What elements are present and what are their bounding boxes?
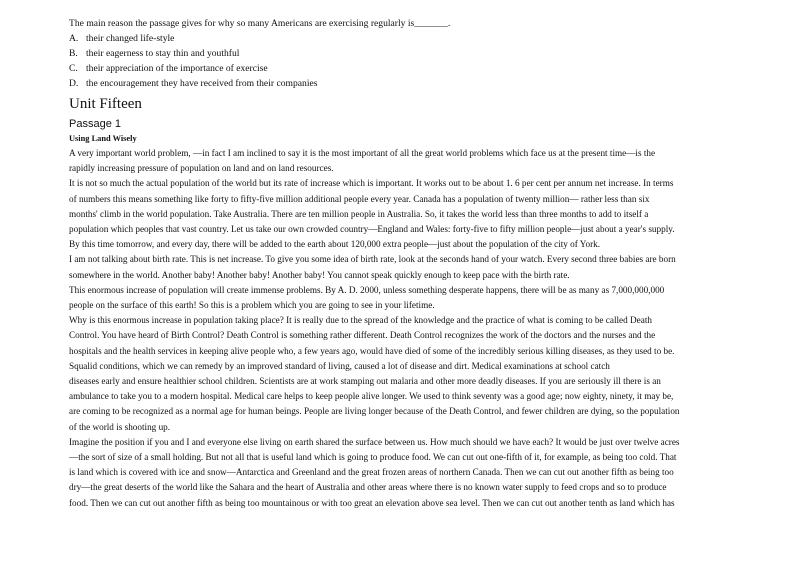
option-letter: B. [69, 48, 78, 59]
text-line: —the sort of size of a small holding. But not all that is useful land which is going to produce food. We can cut out one-fifth of it, for example, as being too cold. That [69, 452, 677, 463]
option-b [69, 46, 739, 61]
text-line: Why is this enormous increase in population taking place? It is really due to the spread of the knowledge and the practice of what is coming to be called Death [69, 315, 652, 326]
question-stem: The main reason the passage gives for why so many Americans are exercising regularly is_______. [69, 18, 451, 29]
text-line: I am not talking about birth rate. This is net increase. To give you some idea of birth rate, look at the seconds hand of your watch. Every second three babies are born [69, 254, 676, 265]
text-line: are coming to be recognized as a normal age for human beings. People are living longer because of the Death Control, and fewer children are dying, so the population [69, 406, 680, 417]
text-line: people on the surface of this earth! So this is a problem which you are going to see in your lifetime. [69, 300, 435, 311]
option-a [69, 31, 739, 46]
text-line: It is not so much the actual population of the world but its rate of increase which is important. It works out to be about 1. 6 per cent per annum net increase. In terms [69, 178, 674, 189]
paragraph [69, 252, 739, 282]
text-line: By this time tomorrow, and every day, there will be added to the earth about 120,000 extra people—just about the population of the city of York. [69, 239, 601, 250]
option-letter: D. [69, 78, 79, 89]
text-line: months' climb in the world population. Take Australia. There are ten million people in Australia. So, it takes the world less than three months to add to itself a [69, 208, 649, 219]
paragraph [69, 283, 739, 313]
passage-title: Passage 1 [69, 118, 121, 130]
paragraph [69, 146, 739, 176]
text-line: of the world is shooting up. [69, 421, 171, 432]
text-line: is land which is covered with ice and snow—Antarctica and Greenland and the great frozen areas of northern Canada. Then we can cut out another fifth as being too [69, 467, 674, 478]
option-text: the encouragement they have received from their companies [86, 78, 318, 89]
text-line: ambulance to take you to a modern hospital. Medical care helps to keep people alive longer. We used to think seventy was a good age; now eighty, ninety, it may be, [69, 391, 674, 402]
text-line: Squalid conditions, which we can remedy by an improved standard of living, caused a lot of disease and dirt. Medical examinations at school catch [69, 360, 610, 371]
answer-options [69, 31, 739, 91]
passage-body [69, 146, 739, 511]
text-line: diseases early and ensure healthier school children. Scientists are at work stamping out malaria and other more deadly diseases. If you are seriously ill there is an [69, 376, 661, 387]
text-line: population which peoples that vast country. Let us take our own crowded country—England and Wales: forty-five to fifty million people—just about a year's supply. [69, 224, 675, 235]
text-line: This enormous increase of population will create immense problems. By A. D. 2000, unless something desperate happens, there will be as many as 7,000,000,000 [69, 284, 665, 295]
text-line: A very important world problem, —in fact I am inclined to say it is the most important of all the great world problems which face us at the present time—is the [69, 148, 656, 158]
paragraph [69, 435, 739, 511]
option-c [69, 61, 739, 76]
option-d [69, 76, 739, 91]
document-page [69, 16, 739, 511]
text-line: somewhere in the world. Another baby! Another baby! Another baby! You cannot speak quickly enough to keep pace with the birth rate. [69, 269, 570, 280]
article-title: Using Land Wisely [69, 134, 137, 143]
text-line: of numbers this means something like forty to fifty-five million additional people every year. Canada has a population of twenty million— rather less than six [69, 193, 650, 204]
text-line: dry—the great deserts of the world like the Sahara and the heart of Australia and other areas where there is no known water supply to feed crops and so to produce [69, 482, 667, 493]
option-text: their appreciation of the importance of exercise [86, 63, 268, 74]
paragraph [69, 176, 739, 252]
option-text: their changed life-style [86, 33, 175, 44]
text-line: rapidly increasing pressure of population on land and on land resources. [69, 163, 334, 174]
unit-title: Unit Fifteen [69, 96, 142, 112]
option-text: their eagerness to stay thin and youthful [86, 48, 240, 59]
text-line: hospitals and the health services in keeping alive people who, a few years ago, would have died of some of the incredibly serious killing diseases, as they used to be. [69, 345, 675, 356]
text-line: food. Then we can cut out another fifth as being too mountainous or with too great an elevation above sea level. Then we can cut out another tenth as land which has [69, 497, 675, 508]
option-letter: A. [69, 33, 79, 44]
text-line: Control. You have heard of Birth Control? Death Control is something rather different. Death Control recognizes the work of the doctors and the nurses and the [69, 330, 656, 341]
text-line: Imagine the position if you and I and everyone else living on earth shared the surface between us. How much should we have each? It would be just over twelve acres [69, 436, 680, 447]
option-letter: C. [69, 63, 78, 74]
paragraph [69, 313, 739, 435]
